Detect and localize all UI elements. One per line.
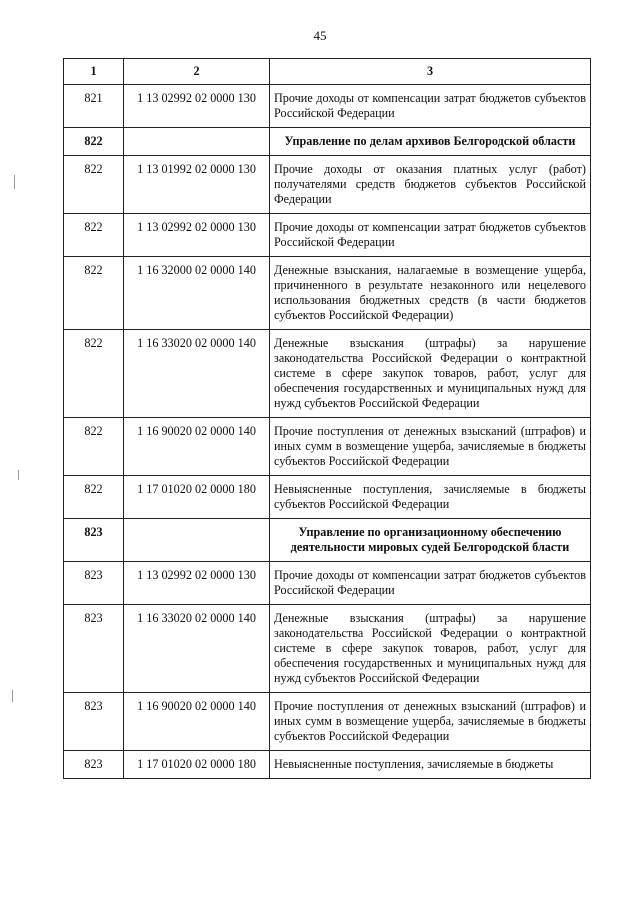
column-header-1: 1 [64, 59, 124, 85]
budget-classification-code-cell: 1 16 90020 02 0000 140 [124, 693, 270, 751]
revenue-description-cell: Невыясненные поступления, зачисляемые в бюджеты субъектов Российской Федерации [270, 476, 591, 519]
section-title-cell: Управление по делам архивов Белгородской области [270, 128, 591, 156]
table-section-header-row [64, 128, 591, 156]
budget-classification-code-cell: 1 16 33020 02 0000 140 [124, 605, 270, 693]
column-header-3: 3 [270, 59, 591, 85]
table-column-header-row [64, 59, 591, 85]
revenue-description-cell: Прочие доходы от компенсации затрат бюджетов субъектов Российской Федерации [270, 562, 591, 605]
table-row [64, 562, 591, 605]
budget-classification-code-cell: 1 16 33020 02 0000 140 [124, 330, 270, 418]
budget-classification-code-cell: 1 16 32000 02 0000 140 [124, 257, 270, 330]
section-title-cell: Управление по организационному обеспечению деятельности мировых судей Белгородской бласти [270, 519, 591, 562]
revenue-codes-table [63, 58, 591, 779]
admin-code-cell: 822 [64, 156, 124, 214]
admin-code-cell: 822 [64, 214, 124, 257]
admin-code-cell: 821 [64, 85, 124, 128]
admin-code-cell: 823 [64, 519, 124, 562]
budget-classification-code-cell: 1 13 02992 02 0000 130 [124, 562, 270, 605]
admin-code-cell: 823 [64, 693, 124, 751]
table-row [64, 476, 591, 519]
admin-code-cell: 822 [64, 476, 124, 519]
revenue-description-cell: Денежные взыскания (штрафы) за нарушение законодательства Российской Федерации о контрактной системе в сфере закупок товаров, работ, услуг для обеспечения государственных и муниципальных нужд для нужд субъектов Российской Федерации [270, 330, 591, 418]
revenue-description-cell: Денежные взыскания (штрафы) за нарушение законодательства Российской Федерации о контрактной системе в сфере закупок товаров, работ, услуг для обеспечения государственных и муниципальных нужд для нужд субъектов Российской Федерации [270, 605, 591, 693]
admin-code-cell: 822 [64, 330, 124, 418]
admin-code-cell: 822 [64, 418, 124, 476]
revenue-description-cell: Прочие доходы от оказания платных услуг (работ) получателями средств бюджетов субъектов Российской Федерации [270, 156, 591, 214]
admin-code-cell: 823 [64, 605, 124, 693]
scan-edge-mark [14, 175, 15, 189]
admin-code-cell: 822 [64, 128, 124, 156]
table-row [64, 257, 591, 330]
table-row [64, 418, 591, 476]
budget-classification-code-cell [124, 128, 270, 156]
column-header-2: 2 [124, 59, 270, 85]
revenue-description-cell: Денежные взыскания, налагаемые в возмещение ущерба, причиненного в результате незаконного или нецелевого использования бюджетных средств (в части бюджетов субъектов Российской Федерации) [270, 257, 591, 330]
table-row [64, 693, 591, 751]
revenue-description-cell: Прочие доходы от компенсации затрат бюджетов субъектов Российской Федерации [270, 214, 591, 257]
budget-classification-code-cell [124, 519, 270, 562]
scan-edge-mark [12, 690, 13, 702]
admin-code-cell: 823 [64, 562, 124, 605]
budget-classification-code-cell: 1 16 90020 02 0000 140 [124, 418, 270, 476]
table-row [64, 85, 591, 128]
revenue-description-cell: Невыясненные поступления, зачисляемые в бюджеты [270, 751, 591, 779]
admin-code-cell: 822 [64, 257, 124, 330]
table-body [64, 85, 591, 779]
revenue-description-cell: Прочие поступления от денежных взысканий (штрафов) и иных сумм в возмещение ущерба, зачисляемые в бюджеты субъектов Российской Федерации [270, 693, 591, 751]
table-section-header-row [64, 519, 591, 562]
scan-edge-mark [18, 470, 19, 480]
table-row [64, 156, 591, 214]
budget-classification-code-cell: 1 17 01020 02 0000 180 [124, 751, 270, 779]
table-row [64, 605, 591, 693]
table-row [64, 330, 591, 418]
budget-classification-code-cell: 1 13 02992 02 0000 130 [124, 214, 270, 257]
revenue-description-cell: Прочие поступления от денежных взысканий (штрафов) и иных сумм в возмещение ущерба, зачисляемые в бюджеты субъектов Российской Федерации [270, 418, 591, 476]
budget-classification-code-cell: 1 17 01020 02 0000 180 [124, 476, 270, 519]
budget-classification-code-cell: 1 13 01992 02 0000 130 [124, 156, 270, 214]
table-row [64, 214, 591, 257]
table-row [64, 751, 591, 779]
budget-classification-code-cell: 1 13 02992 02 0000 130 [124, 85, 270, 128]
admin-code-cell: 823 [64, 751, 124, 779]
revenue-description-cell: Прочие доходы от компенсации затрат бюджетов субъектов Российской Федерации [270, 85, 591, 128]
page-number: 45 [313, 28, 327, 43]
